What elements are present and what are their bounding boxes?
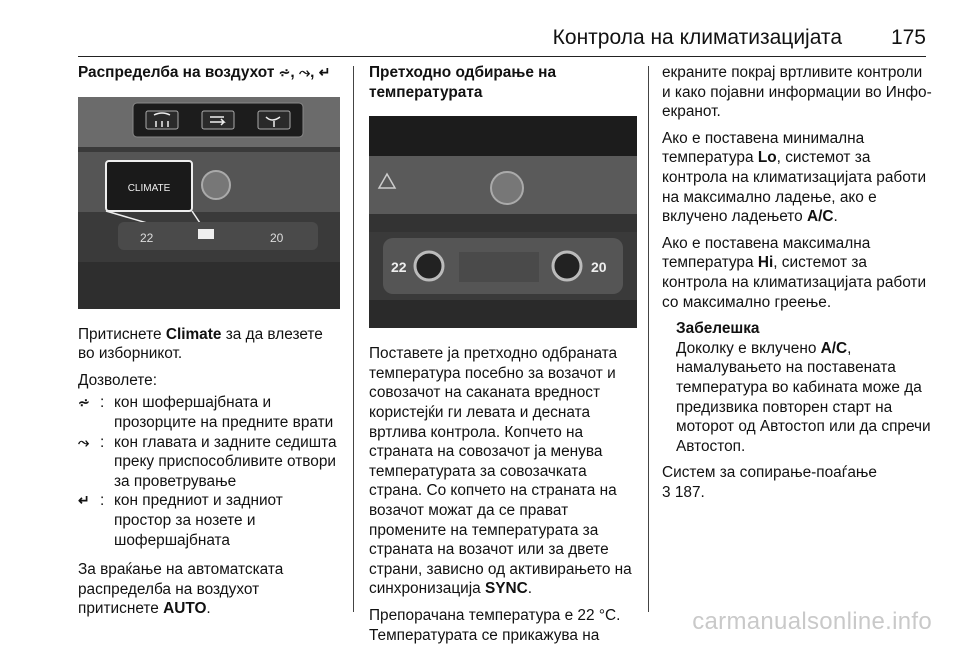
allow-label: Дозволете: [78,371,158,389]
airflow-definitions [78,393,340,550]
header-rule [78,56,926,57]
section-heading-temperature: Претходно одбирање на температурата [369,64,557,101]
image-temp-left: 22 [391,259,407,276]
image-temp-right: 20 [591,259,607,276]
paragraph-recommended-temperature: Препорачана температура е 22 °C. Температурата се прикажува на [369,606,621,644]
column-1 [78,63,340,626]
paragraph-stop-start: Систем за сопирање-поаѓање 3 187. [662,464,877,501]
face-airflow-icon: ⤳ [78,433,90,450]
paragraph-max-temperature: Ако е поставена максимална температура Hi, системот за контрола на климатизацијата работи со максимално греење. [662,234,927,311]
paragraph-climate-press: Притиснете Climate за да влезете во изборникот. [78,325,323,363]
definition-item: ⩫ : кон шофершајбната и прозорците на предните врати [78,394,334,431]
page-reference-link[interactable]: 187. [674,483,705,501]
note-title: Забелешка [676,320,760,338]
image-temp-right: 20 [270,230,284,245]
paragraph-auto: За враќање на автоматската распределба на воздухот притиснете AUTO. [78,561,284,618]
windshield-airflow-icon [146,111,178,129]
column-2 [369,63,639,652]
section-heading-air-distribution: Распределба на воздухот ⩫, ⤳, ↵ [78,64,331,81]
note-block [676,319,932,456]
note-text: Доколку е вклучено A/C, намалувањето на поставената температура во кабината може да предизвика повторен старт на моторот од Автостоп или да спречи Автостоп. [676,339,931,455]
image-temp-left: 22 [140,230,154,245]
running-header-title: Контрола на климатизацијата [552,26,842,49]
definition-item: ↵ : кон предниот и задниот простор за нозете и шофершајбната [78,492,283,549]
windshield-airflow-icon: ⩫ [278,64,291,80]
feet-airflow-icon: ↵ [78,492,90,509]
paragraph-preset-temperature: Поставете ја претходно одбраната температура посебно за возачот и совозачот на саканата вредност користејќи ги левата и десната вртлива контрола. Копчето на страната на совозачот ја менува температурата за совозачката страна. Со копчето на страната на возачот можат да се прават промените на температурата за страната на возачот или за двете страни, зависно од активирањето на синхронизација SYNC. [369,345,632,598]
face-airflow-icon [202,111,234,129]
page-reference-arrow-icon: 3 [662,483,671,501]
windshield-airflow-icon: ⩫ [78,394,90,411]
column-divider-1 [353,66,354,612]
temperature-controls-photo [369,116,637,328]
climate-button-label: CLIMATE [127,182,171,194]
climate-panel-photo [78,97,340,309]
face-airflow-icon: ⤳ [298,64,311,80]
paragraph-min-temperature: Ако е поставена минимална температура Lo, системот за контрола на климатизацијата работи на максимално ладење, ако е вклучено ладењето A/C. [662,129,927,226]
feet-airflow-icon [258,111,290,129]
definition-item: ⤳ : кон главата и задните седишта преку приспособливите отвори за проветрување [78,433,337,490]
column-3 [662,63,932,502]
paragraph-displays: екраните покрај вртливите контроли и како појавни информации во Инфо-екранот. [662,64,932,121]
watermark: carmanualsonline.info [692,608,932,635]
column-divider-2 [648,66,649,612]
page-number: 175 [890,26,926,49]
feet-airflow-icon: ↵ [318,64,331,80]
